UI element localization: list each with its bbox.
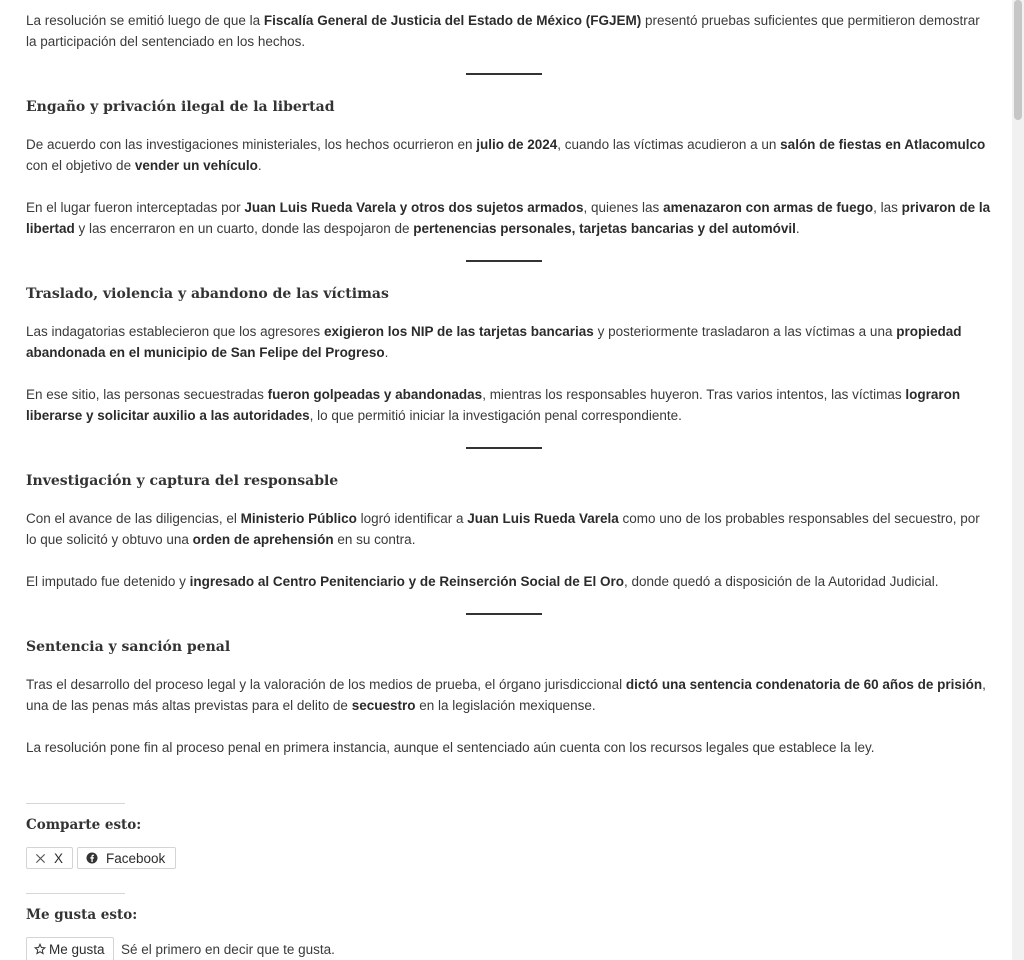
section-heading-traslado: Traslado, violencia y abandono de las víctimas <box>26 286 389 302</box>
intro-paragraph: La resolución se emitió luego de que la Fiscalía General de Justicia del Estado de México (FGJEM) presentó pruebas suficientes que permitieron demostrar la participación del sentenciado en los hechos. <box>26 13 980 49</box>
scrollbar-track[interactable] <box>1012 0 1024 960</box>
emphasized-text: privaron de la libertad <box>26 200 991 236</box>
emphasized-text: salón de fiestas en Atlacomulco <box>780 137 986 152</box>
section-heading-investigacion: Investigación y captura del responsable <box>26 473 339 489</box>
emphasized-text: dictó una sentencia condenatoria de 60 años de prisión <box>625 677 983 692</box>
section-paragraph: En ese sitio, las personas secuestradas fueron golpeadas y abandonadas, mientras los responsables huyeron. Tras varios intentos, las víctimas lograron liberarse y solicitar auxilio a las autoridades, lo que permitió iniciar la investigación penal correspondiente. <box>26 387 961 423</box>
section-heading-engano: Engaño y privación ilegal de la libertad <box>26 99 335 115</box>
section-paragraph: La resolución pone fin al proceso penal en primera instancia, aunque el sentenciado aún cuenta con los recursos legales que establece la ley. <box>26 740 875 755</box>
like-prompt-text: Sé el primero en decir que te gusta. <box>121 942 335 957</box>
section-paragraph: De acuerdo con las investigaciones ministeriales, los hechos ocurrieron en julio de 2024, cuando las víctimas acudieron a un salón de fiestas en Atlacomulco con el objetivo de vender un vehículo. <box>26 137 986 173</box>
x-logo-icon <box>35 853 46 864</box>
section-paragraph: Tras el desarrollo del proceso legal y la valoración de los medios de prueba, el órgano jurisdiccional dictó una sentencia condenatoria de 60 años de prisión, una de las penas más altas previstas para el delito de secuestro en la legislación mexiquense. <box>26 677 986 713</box>
emphasized-text: julio de 2024 <box>476 137 558 152</box>
star-icon <box>34 943 46 955</box>
section-paragraph: Con el avance de las diligencias, el Ministerio Público logró identificar a Juan Luis Rueda Varela como uno de los probables responsables del secuestro, por lo que solicitó y obtuvo una orden de aprehensión en su contra. <box>26 511 980 547</box>
section-heading-sentencia: Sentencia y sanción penal <box>26 639 231 655</box>
emphasized-text: Ministerio Público <box>240 511 357 526</box>
emphasized-text: propiedad abandonada en el municipio de San Felipe del Progreso <box>26 324 962 360</box>
section-paragraph: En el lugar fueron interceptadas por Juan Luis Rueda Varela y otros dos sujetos armados, quienes las amenazaron con armas de fuego, las privaron de la libertad y las encerraron en un cuarto, donde las despojaron de pertenencias personales, tarjetas bancarias y del automóvil. <box>26 200 991 236</box>
emphasized-text: ingresado al Centro Penitenciario y de Reinserción Social de El Oro <box>189 574 624 589</box>
share-facebook-label: Facebook <box>106 850 166 866</box>
emphasized-text: pertenencias personales, tarjetas bancarias y del automóvil <box>413 221 796 236</box>
share-facebook-button[interactable] <box>77 847 176 869</box>
emphasized-text: Juan Luis Rueda Varela <box>467 511 619 526</box>
like-separator <box>26 893 125 894</box>
emphasized-text: secuestro <box>351 698 416 713</box>
scrollbar-thumb[interactable] <box>1014 0 1022 120</box>
emphasized-text: exigieron los NIP de las tarjetas bancarias <box>323 324 594 339</box>
article-body <box>26 10 991 779</box>
like-button[interactable] <box>26 937 114 960</box>
emphasized-text: Fiscalía General de Justicia del Estado de México (FGJEM) <box>263 13 642 28</box>
emphasized-text: lograron liberarse y solicitar auxilio a las autoridades <box>26 387 961 423</box>
emphasized-text: orden de aprehensión <box>192 532 334 547</box>
section-paragraph: El imputado fue detenido y ingresado al Centro Penitenciario y de Reinserción Social de El Oro, donde quedó a disposición de la Autoridad Judicial. <box>26 574 939 589</box>
emphasized-text: Juan Luis Rueda Varela y otros dos sujetos armados <box>244 200 584 215</box>
share-x-label: X <box>54 850 64 866</box>
facebook-icon <box>86 852 98 864</box>
emphasized-text: fueron golpeadas y abandonadas <box>267 387 483 402</box>
emphasized-text: vender un vehículo <box>134 158 258 173</box>
like-button-label: Me gusta <box>49 941 105 957</box>
emphasized-text: amenazaron con armas de fuego <box>663 200 874 215</box>
section-paragraph: Las indagatorias establecieron que los agresores exigieron los NIP de las tarjetas bancarias y posteriormente trasladaron a las víctimas a una propiedad abandonada en el municipio de San Felipe del Progreso. <box>26 324 962 360</box>
share-x-button[interactable] <box>26 847 73 869</box>
like-heading: Me gusta esto: <box>26 907 138 923</box>
share-separator <box>26 803 125 804</box>
share-heading: Comparte esto: <box>26 817 142 833</box>
